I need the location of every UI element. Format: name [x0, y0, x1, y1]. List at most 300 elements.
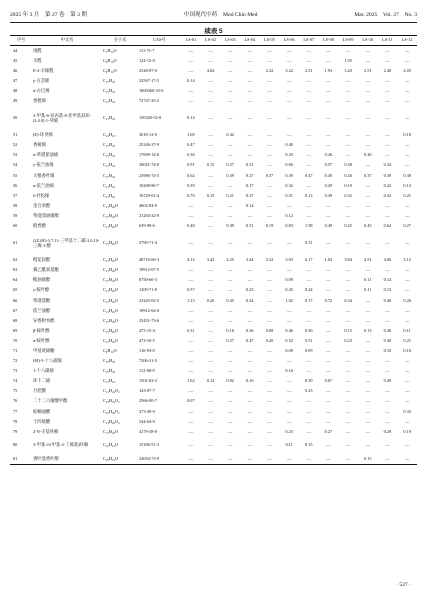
relative-content-cell: 3.42: [206, 257, 215, 263]
relative-content-cell: 0.39: [187, 182, 195, 188]
molecular-formula: C₁₂H₂₂: [103, 378, 115, 384]
relative-content-cell: —: [267, 240, 272, 246]
relative-content-cell: —: [208, 142, 213, 148]
col-header-sample: LS-07: [299, 36, 319, 46]
relative-content-cell: —: [306, 77, 311, 83]
relative-content-cell: —: [201, 454, 221, 465]
compound-name: (Z)-环癸烯: [33, 132, 53, 138]
relative-content-cell: —: [365, 418, 370, 424]
col-header-sample: LS-05: [260, 36, 280, 46]
relative-content-cell: —: [208, 223, 213, 229]
relative-content-cell: —: [365, 307, 370, 313]
row-number: 54: [13, 162, 18, 168]
relative-content-cell: —: [247, 388, 252, 394]
relative-content-cell: 0.14: [403, 182, 411, 188]
relative-content-cell: —: [326, 388, 331, 394]
cas-number: 23451-73-6: [139, 317, 160, 323]
relative-content-cell: —: [247, 368, 252, 374]
relative-content-cell: —: [404, 267, 410, 273]
relative-content-cell: 0.29: [383, 428, 392, 434]
relative-content-cell: —: [247, 57, 252, 63]
relative-content-cell: —: [299, 454, 319, 465]
table-row: [10, 266, 417, 276]
relative-content-cell: 0.72: [324, 297, 333, 303]
relative-content-cell: —: [365, 337, 370, 343]
relative-content-cell: —: [228, 152, 233, 158]
cas-number: 2548-87-0: [139, 67, 157, 73]
molecular-formula: C₁₅H₂₄: [103, 98, 115, 104]
molecular-formula: C₁₂H₂₄O₂: [103, 388, 120, 394]
relative-content-cell: —: [188, 408, 193, 414]
relative-content-cell: —: [188, 57, 193, 63]
relative-content-cell: 0.26: [383, 327, 392, 333]
cas-number: 25246-27-9: [139, 142, 160, 148]
relative-content-cell: 0.46: [285, 327, 293, 333]
table-body: [10, 46, 417, 465]
relative-content-cell: —: [267, 98, 272, 104]
relative-content-cell: —: [326, 47, 331, 53]
relative-content-cell: —: [365, 347, 370, 353]
relative-content-cell: —: [247, 267, 252, 273]
cas-number: 17699-14-8: [139, 152, 160, 158]
row-number: 69: [13, 327, 18, 333]
relative-content-cell: —: [247, 77, 252, 83]
relative-content-cell: —: [326, 418, 331, 424]
relative-content-cell: —: [267, 88, 272, 94]
relative-content-cell: —: [365, 162, 370, 168]
molecular-formula: C₁₅H₂₆O: [103, 317, 119, 323]
relative-content-cell: —: [228, 182, 233, 188]
relative-content-cell: 0.16: [226, 327, 234, 333]
relative-content-cell: —: [228, 442, 233, 448]
relative-content-cell: 0.36: [305, 327, 313, 333]
relative-content-cell: —: [365, 57, 370, 63]
relative-content-cell: —: [378, 454, 398, 465]
relative-content-cell: 0.14: [383, 277, 392, 283]
cas-number: 373-49-9: [139, 408, 155, 414]
relative-content-cell: 0.34: [344, 297, 352, 303]
molecular-formula: C₁₆H₃₀O₂: [103, 408, 120, 414]
relative-content-cell: —: [267, 388, 272, 394]
relative-content-cell: —: [286, 317, 292, 323]
relative-content-cell: —: [365, 297, 370, 303]
col-header-sample: LS-01: [181, 36, 201, 46]
relative-content-cell: —: [188, 267, 193, 273]
relative-content-cell: —: [228, 47, 233, 53]
relative-content-cell: —: [365, 115, 370, 121]
relative-content-cell: 3.44: [246, 257, 254, 263]
relative-content-cell: 0.09: [285, 277, 293, 283]
cas-number: 24034-73-9: [138, 454, 181, 465]
row-number: 55: [13, 172, 18, 178]
relative-content-cell: 1.93: [324, 67, 333, 73]
table-row: [10, 221, 417, 231]
molecular-formula: C₁₅H₂₆O: [103, 297, 119, 303]
relative-content-cell: —: [365, 240, 370, 246]
relative-content-cell: —: [365, 368, 370, 374]
relative-content-cell: —: [365, 378, 370, 384]
row-number: 57: [13, 192, 18, 198]
row-number: 66: [13, 297, 18, 303]
header-volume: Mar. 2025 Vol. 27 No. 3: [354, 12, 417, 18]
cas-number: 110-93-0: [139, 347, 155, 353]
relative-content-cell: —: [228, 428, 233, 434]
relative-content-cell: —: [208, 132, 213, 138]
relative-content-cell: —: [385, 358, 390, 364]
relative-content-cell: —: [345, 152, 351, 158]
compound-name: (2Z,6E)-3,7,11-三甲基十二碳-2,6,10-三烯-1-醇: [33, 237, 100, 248]
relative-content-cell: —: [345, 398, 351, 404]
molecular-formula: C₈H₁₄O: [103, 347, 117, 353]
relative-content-cell: —: [228, 358, 233, 364]
relative-content-cell: —: [345, 368, 351, 374]
molecular-formula: C₁₅H₂₄: [103, 152, 115, 158]
compound-table: [10, 35, 417, 465]
relative-content-cell: —: [306, 142, 311, 148]
relative-content-cell: —: [326, 287, 331, 293]
relative-content-cell: 0.31: [187, 327, 195, 333]
molecular-formula: C₁₅H₂₄: [103, 162, 115, 168]
relative-content-cell: 6.17: [305, 257, 313, 263]
relative-content-cell: 2.48: [383, 67, 392, 73]
cas-number: 72747-25-2: [139, 98, 160, 104]
relative-content-cell: —: [267, 162, 272, 168]
row-number: 70: [13, 337, 18, 343]
relative-content-cell: —: [345, 47, 351, 53]
relative-content-cell: —: [345, 347, 351, 353]
cas-number: 23986-74-5: [139, 172, 160, 178]
relative-content-cell: —: [326, 98, 331, 104]
relative-content-cell: —: [338, 454, 358, 465]
relative-content-cell: 0.38: [403, 172, 411, 178]
relative-content-cell: —: [208, 77, 213, 83]
compound-name: 香叶基香叶醇: [32, 454, 102, 465]
table-row: [10, 417, 417, 427]
relative-content-cell: —: [247, 307, 252, 313]
relative-content-cell: 1.02: [187, 378, 195, 384]
relative-content-cell: —: [188, 428, 193, 434]
compound-name: 庚醛: [33, 47, 42, 53]
relative-content-cell: —: [247, 67, 252, 73]
relative-content-cell: 0.57: [324, 162, 333, 168]
relative-content-cell: 0.37: [363, 172, 372, 178]
relative-content-cell: 0.25: [285, 428, 293, 434]
cas-number: 473-15-4: [139, 327, 155, 333]
relative-content-cell: 3.22: [285, 67, 293, 73]
relative-content-cell: 0.31: [305, 240, 313, 246]
relative-content-cell: —: [385, 442, 390, 448]
molecular-formula: C₁₅H₂₄: [103, 77, 115, 83]
relative-content-cell: 0.57: [187, 287, 195, 293]
relative-content-cell: —: [247, 347, 252, 353]
table-row: [10, 66, 417, 76]
cas-number: 6750-60-3: [139, 277, 157, 283]
relative-content-cell: 3.84: [344, 257, 352, 263]
col-header-sample: LS-06: [279, 36, 299, 46]
relative-content-cell: —: [385, 152, 390, 158]
table-row: [10, 151, 417, 161]
relative-content-cell: —: [404, 287, 410, 293]
relative-content-cell: 1.58: [305, 223, 313, 229]
col-header-sample: LS-03: [220, 36, 240, 46]
col-header-no: 序号: [10, 36, 32, 46]
molecular-formula: C₁₅H₂₄: [103, 172, 115, 178]
relative-content-cell: 0.10: [403, 347, 411, 353]
relative-content-cell: 0.26: [403, 297, 411, 303]
relative-content-cell: 0.37: [246, 192, 254, 198]
relative-content-cell: 0.27: [226, 162, 234, 168]
table-row: [10, 86, 417, 96]
relative-content-cell: —: [228, 267, 233, 273]
relative-content-cell: —: [306, 115, 311, 121]
relative-content-cell: 5.93: [285, 257, 293, 263]
page-number: · 527 ·: [396, 582, 411, 588]
relative-content-cell: 4.25: [226, 257, 234, 263]
relative-content-cell: 0.34: [383, 162, 392, 168]
relative-content-cell: —: [286, 132, 292, 138]
relative-content-cell: —: [247, 142, 252, 148]
relative-content-cell: —: [247, 317, 252, 323]
relative-content-cell: 0.17: [305, 297, 313, 303]
cas-number: 1000360-33-0: [139, 88, 164, 94]
relative-content-cell: —: [208, 327, 213, 333]
molecular-formula: C₁₅H₂₆O: [103, 287, 119, 293]
relative-content-cell: —: [404, 115, 410, 121]
relative-content-cell: —: [345, 277, 351, 283]
relative-content-cell: —: [286, 115, 292, 121]
relative-content-cell: 0.36: [187, 152, 195, 158]
relative-content-cell: —: [345, 442, 351, 448]
molecular-formula: C₁₀H₁₄O: [103, 442, 119, 448]
molecular-formula: C₁₅H₂₄: [103, 115, 115, 121]
cas-number: 4179-38-8: [139, 428, 157, 434]
relative-content-cell: —: [208, 98, 213, 104]
relative-content-cell: 1.13: [187, 297, 195, 303]
cas-number: 22567-17-5: [139, 77, 160, 83]
table-row: [10, 232, 417, 256]
relative-content-cell: —: [228, 77, 233, 83]
relative-content-cell: —: [365, 408, 370, 414]
relative-content-cell: —: [365, 202, 370, 208]
relative-content-cell: —: [181, 454, 201, 465]
relative-content-cell: 0.42: [226, 132, 234, 138]
relative-content-cell: —: [306, 47, 311, 53]
relative-content-cell: 0.49: [324, 223, 333, 229]
relative-content-cell: —: [345, 202, 351, 208]
relative-content-cell: —: [404, 152, 410, 158]
col-header-sample: LS-11: [378, 36, 398, 46]
row-number: 48: [13, 88, 18, 94]
cas-number: 30021-74-0: [139, 162, 160, 168]
relative-content-cell: —: [228, 287, 233, 293]
table-row: [10, 46, 417, 57]
col-header-sample: LS-09: [338, 36, 358, 46]
row-number: 73: [13, 368, 18, 374]
relative-content-cell: —: [208, 418, 213, 424]
relative-content-cell: 0.39: [226, 172, 234, 178]
compound-name: γ-桉叶醇: [33, 287, 50, 293]
relative-content-cell: —: [385, 267, 390, 273]
relative-content-cell: 0.39: [383, 172, 392, 178]
table-row: [10, 161, 417, 171]
relative-content-cell: 0.23: [246, 287, 254, 293]
table-row: [10, 276, 417, 286]
relative-content-cell: 0.82: [226, 378, 234, 384]
relative-content-cell: 4.12: [187, 257, 195, 263]
relative-content-cell: —: [188, 240, 193, 246]
relative-content-cell: 0.19: [403, 428, 411, 434]
relative-content-cell: —: [188, 47, 193, 53]
relative-content-cell: —: [385, 368, 390, 374]
relative-content-cell: —: [326, 212, 331, 218]
relative-content-cell: 0.39: [285, 172, 293, 178]
cas-number: 19912-67-5: [139, 267, 160, 273]
cas-number: 10208-80-7: [139, 182, 160, 188]
relative-content-cell: 0.13: [363, 327, 372, 333]
relative-content-cell: —: [228, 240, 233, 246]
relative-content-cell: 0.27: [324, 428, 333, 434]
relative-content-cell: —: [208, 240, 213, 246]
table-row: [10, 296, 417, 306]
relative-content-cell: —: [326, 57, 331, 63]
relative-content-cell: —: [247, 358, 252, 364]
cas-number: 124-13-0: [139, 57, 155, 63]
relative-content-cell: —: [385, 202, 390, 208]
relative-content-cell: —: [306, 98, 311, 104]
row-number: 81: [10, 454, 32, 465]
relative-content-cell: —: [306, 408, 311, 414]
relative-content-cell: 0.09: [305, 347, 313, 353]
relative-content-cell: —: [188, 317, 193, 323]
relative-content-cell: —: [247, 428, 252, 434]
cas-number: 2566-90-7: [139, 398, 157, 404]
compound-name: 大根香叶烯: [33, 172, 55, 178]
relative-content-cell: —: [188, 442, 193, 448]
relative-content-cell: 0.23: [305, 388, 313, 394]
relative-content-cell: 4.04: [206, 67, 215, 73]
relative-content-cell: —: [208, 202, 213, 208]
relative-content-cell: —: [208, 428, 213, 434]
relative-content-cell: —: [286, 408, 292, 414]
compound-name: 异香附木醇: [33, 317, 55, 323]
molecular-formula: C₁₅H₂₆O: [103, 277, 119, 283]
relative-content-cell: —: [208, 172, 213, 178]
cas-number: 23445-02-5: [139, 297, 160, 303]
table-row: [10, 346, 417, 356]
cas-number: 7206-21-5: [139, 358, 157, 364]
compound-name: α-古巴烯: [33, 88, 50, 94]
relative-content-cell: —: [267, 115, 272, 121]
relative-content-cell: —: [365, 98, 370, 104]
molecular-formula: C₈H₁₄O: [103, 67, 117, 73]
relative-content-cell: —: [306, 418, 311, 424]
relative-content-cell: 0.20: [265, 337, 274, 343]
relative-content-cell: —: [385, 88, 390, 94]
relative-content-cell: 0.27: [403, 223, 411, 229]
relative-content-cell: —: [267, 408, 272, 414]
cas-number: 544-64-9: [139, 418, 155, 424]
relative-content-cell: —: [267, 277, 272, 283]
relative-content-cell: 0.17: [246, 182, 254, 188]
relative-content-cell: —: [326, 337, 331, 343]
relative-content-cell: 2.22: [265, 67, 274, 73]
relative-content-cell: —: [267, 347, 272, 353]
relative-content-cell: —: [247, 98, 252, 104]
compound-name: 依兰油醇: [33, 307, 51, 313]
table-row: [10, 191, 417, 201]
relative-content-cell: 0.83: [285, 223, 293, 229]
compound-name: 荜澄茄醇: [33, 297, 51, 303]
col-header-name: 中文名: [32, 36, 102, 46]
relative-content-cell: —: [306, 132, 311, 138]
relative-content-cell: 0.25: [285, 287, 293, 293]
relative-content-cell: —: [345, 212, 351, 218]
relative-content-cell: —: [306, 398, 311, 404]
relative-content-cell: 0.26: [363, 152, 372, 158]
relative-content-cell: —: [260, 454, 280, 465]
table-row: [10, 256, 417, 266]
table-row: [10, 336, 417, 346]
relative-content-cell: —: [208, 57, 213, 63]
relative-content-cell: 0.47: [246, 337, 254, 343]
relative-content-cell: —: [404, 77, 410, 83]
relative-content-cell: 0.47: [305, 172, 313, 178]
relative-content-cell: 0.40: [285, 142, 293, 148]
relative-content-cell: —: [267, 152, 272, 158]
relative-content-cell: —: [286, 240, 292, 246]
relative-content-cell: —: [326, 442, 331, 448]
relative-content-cell: —: [286, 388, 292, 394]
relative-content-cell: —: [286, 202, 292, 208]
relative-content-cell: —: [404, 47, 410, 53]
relative-content-cell: —: [286, 77, 292, 83]
relative-content-cell: —: [267, 307, 272, 313]
row-number: 49: [13, 98, 18, 104]
compound-name: δ-杜松烯: [33, 192, 50, 198]
relative-content-cell: 0.29: [285, 152, 293, 158]
relative-content-cell: —: [267, 142, 272, 148]
relative-content-cell: 0.26: [324, 152, 333, 158]
col-header-sample: LS-12: [397, 36, 417, 46]
relative-content-cell: —: [247, 408, 252, 414]
relative-content-cell: —: [385, 418, 390, 424]
compound-name: 月桂酸: [33, 388, 46, 394]
relative-content-cell: —: [345, 287, 351, 293]
table-row: [10, 131, 417, 141]
relative-content-cell: —: [365, 142, 370, 148]
relative-content-cell: 0.32: [383, 192, 392, 198]
relative-content-cell: 0.37: [265, 172, 274, 178]
relative-content-cell: —: [306, 368, 311, 374]
table-row: [10, 56, 417, 66]
molecular-formula: C₁₂H₂₀O: [103, 428, 119, 434]
relative-content-cell: —: [247, 47, 252, 53]
table-row: [10, 181, 417, 191]
relative-content-cell: —: [267, 192, 272, 198]
compound-name: 甲基庚烯酮: [33, 347, 55, 353]
relative-content-cell: —: [326, 142, 331, 148]
relative-content-cell: —: [345, 132, 351, 138]
relative-content-cell: —: [279, 454, 299, 465]
relative-content-cell: —: [228, 142, 233, 148]
row-number: 44: [13, 47, 18, 53]
relative-content-cell: —: [326, 347, 331, 353]
relative-content-cell: 0.46: [383, 297, 392, 303]
relative-content-cell: —: [228, 202, 233, 208]
relative-content-cell: —: [404, 398, 410, 404]
relative-content-cell: 0.66: [285, 162, 293, 168]
relative-content-cell: —: [286, 307, 292, 313]
